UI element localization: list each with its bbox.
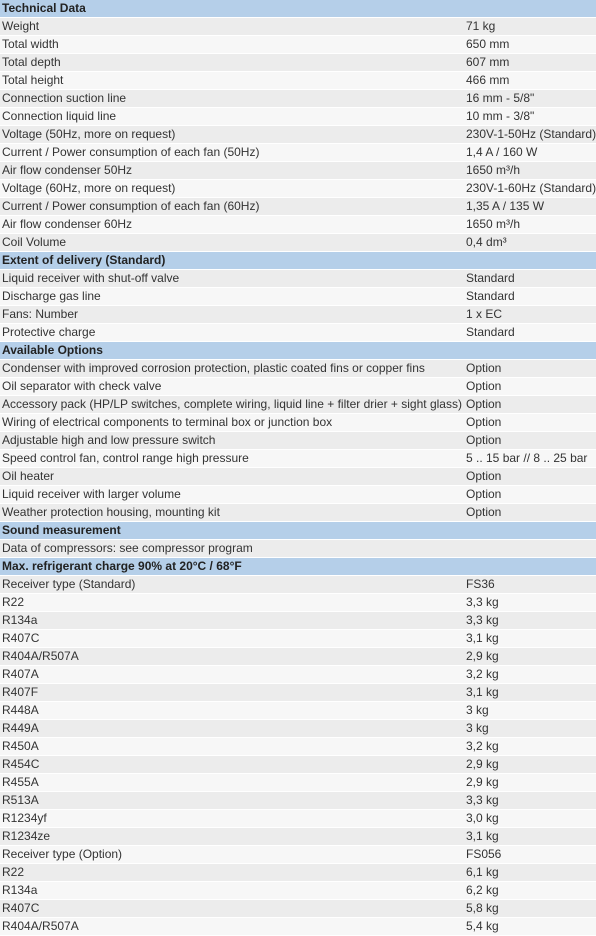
property-value: Option <box>464 378 596 396</box>
property-value: 5 .. 15 bar // 8 .. 25 bar <box>464 450 596 468</box>
property-value: 607 mm <box>464 54 596 72</box>
property-label: Total width <box>0 36 464 54</box>
property-label: R449A <box>0 720 464 738</box>
table-row <box>0 198 596 216</box>
table-row <box>0 36 596 54</box>
property-label: Fans: Number <box>0 306 464 324</box>
property-value: FS36 <box>464 576 596 594</box>
property-label: R134a <box>0 612 464 630</box>
property-value: 1 x EC <box>464 306 596 324</box>
property-label: Liquid receiver with larger volume <box>0 486 464 504</box>
property-label: R22 <box>0 594 464 612</box>
property-value: 5,4 kg <box>464 918 596 936</box>
table-row <box>0 900 596 918</box>
section-title: Extent of delivery (Standard) <box>0 252 596 270</box>
property-label: Protective charge <box>0 324 464 342</box>
table-row <box>0 828 596 846</box>
table-row <box>0 576 596 594</box>
table-row <box>0 810 596 828</box>
property-value: Option <box>464 504 596 522</box>
property-label: R455A <box>0 774 464 792</box>
table-row <box>0 54 596 72</box>
property-label: R513A <box>0 792 464 810</box>
property-value: 3,1 kg <box>464 630 596 648</box>
property-value: 1,35 A / 135 W <box>464 198 596 216</box>
table-row <box>0 450 596 468</box>
property-label: Accessory pack (HP/LP switches, complete wiring, liquid line + filter drier + sight glass) <box>0 396 464 414</box>
property-label: Connection liquid line <box>0 108 464 126</box>
property-label: Wiring of electrical components to terminal box or junction box <box>0 414 464 432</box>
property-value: Standard <box>464 288 596 306</box>
property-label: Condenser with improved corrosion protection, plastic coated fins or copper fins <box>0 360 464 378</box>
property-value: 0,4 dm³ <box>464 234 596 252</box>
table-row <box>0 846 596 864</box>
property-label: R450A <box>0 738 464 756</box>
property-value: Option <box>464 360 596 378</box>
property-label: Total depth <box>0 54 464 72</box>
property-value: Option <box>464 414 596 432</box>
table-row <box>0 504 596 522</box>
property-value: 3,1 kg <box>464 828 596 846</box>
property-value: 6,2 kg <box>464 882 596 900</box>
property-value: Standard <box>464 270 596 288</box>
section-header <box>0 0 596 18</box>
table-row <box>0 234 596 252</box>
property-value: 3,3 kg <box>464 612 596 630</box>
property-value <box>464 540 596 558</box>
property-value: Option <box>464 468 596 486</box>
property-value: 6,1 kg <box>464 864 596 882</box>
property-value: 1650 m³/h <box>464 162 596 180</box>
section-title: Sound measurement <box>0 522 596 540</box>
property-label: R448A <box>0 702 464 720</box>
property-value: 16 mm - 5/8" <box>464 90 596 108</box>
property-value: 2,9 kg <box>464 756 596 774</box>
property-label: R404A/R507A <box>0 918 464 936</box>
table-row <box>0 702 596 720</box>
property-label: Current / Power consumption of each fan (60Hz) <box>0 198 464 216</box>
property-label: R407C <box>0 900 464 918</box>
table-row <box>0 684 596 702</box>
property-label: Voltage (50Hz, more on request) <box>0 126 464 144</box>
property-label: Liquid receiver with shut-off valve <box>0 270 464 288</box>
table-row <box>0 288 596 306</box>
property-label: Voltage (60Hz, more on request) <box>0 180 464 198</box>
section-header <box>0 558 596 576</box>
property-label: Oil heater <box>0 468 464 486</box>
property-label: Receiver type (Standard) <box>0 576 464 594</box>
property-label: R1234yf <box>0 810 464 828</box>
property-value: FS056 <box>464 846 596 864</box>
property-value: 2,9 kg <box>464 774 596 792</box>
property-value: 3,2 kg <box>464 738 596 756</box>
section-title: Available Options <box>0 342 596 360</box>
property-label: R1234ze <box>0 828 464 846</box>
property-value: 3 kg <box>464 720 596 738</box>
section-header <box>0 342 596 360</box>
table-row <box>0 864 596 882</box>
property-label: Oil separator with check valve <box>0 378 464 396</box>
property-label: Data of compressors: see compressor program <box>0 540 464 558</box>
property-label: Speed control fan, control range high pressure <box>0 450 464 468</box>
table-row <box>0 666 596 684</box>
table-row <box>0 378 596 396</box>
table-row <box>0 486 596 504</box>
table-row <box>0 792 596 810</box>
property-value: 3,3 kg <box>464 792 596 810</box>
property-value: 3,2 kg <box>464 666 596 684</box>
property-label: Weight <box>0 18 464 36</box>
table-row <box>0 144 596 162</box>
property-label: R134a <box>0 882 464 900</box>
property-value: 3,0 kg <box>464 810 596 828</box>
property-label: Adjustable high and low pressure switch <box>0 432 464 450</box>
property-label: Total height <box>0 72 464 90</box>
property-value: 230V-1-50Hz (Standard) <box>464 126 596 144</box>
table-row <box>0 90 596 108</box>
table-row <box>0 72 596 90</box>
table-row <box>0 468 596 486</box>
property-value: 3,3 kg <box>464 594 596 612</box>
property-value: 71 kg <box>464 18 596 36</box>
table-row <box>0 756 596 774</box>
table-row <box>0 648 596 666</box>
table-row <box>0 738 596 756</box>
table-row <box>0 918 596 936</box>
property-label: Weather protection housing, mounting kit <box>0 504 464 522</box>
table-row <box>0 630 596 648</box>
property-label: R407F <box>0 684 464 702</box>
property-label: Current / Power consumption of each fan (50Hz) <box>0 144 464 162</box>
table-row <box>0 126 596 144</box>
property-label: Receiver type (Option) <box>0 846 464 864</box>
property-value: 5,8 kg <box>464 900 596 918</box>
table-row <box>0 360 596 378</box>
table-row <box>0 396 596 414</box>
table-row <box>0 180 596 198</box>
property-label: R407C <box>0 630 464 648</box>
table-row <box>0 882 596 900</box>
section-title: Technical Data <box>0 0 596 18</box>
property-value: 3,1 kg <box>464 684 596 702</box>
property-value: Standard <box>464 324 596 342</box>
table-row <box>0 108 596 126</box>
property-label: R404A/R507A <box>0 648 464 666</box>
table-row <box>0 612 596 630</box>
property-value: Option <box>464 396 596 414</box>
property-value: Option <box>464 432 596 450</box>
property-label: Coil Volume <box>0 234 464 252</box>
property-value: 650 mm <box>464 36 596 54</box>
property-value: 10 mm - 3/8" <box>464 108 596 126</box>
property-value: 466 mm <box>464 72 596 90</box>
property-label: R407A <box>0 666 464 684</box>
table-row <box>0 306 596 324</box>
table-row <box>0 540 596 558</box>
property-value: 2,9 kg <box>464 648 596 666</box>
property-label: Air flow condenser 60Hz <box>0 216 464 234</box>
table-row <box>0 774 596 792</box>
table-row <box>0 216 596 234</box>
section-title: Max. refrigerant charge 90% at 20°C / 68°F <box>0 558 596 576</box>
property-label: Air flow condenser 50Hz <box>0 162 464 180</box>
table-row <box>0 594 596 612</box>
property-value: 3 kg <box>464 702 596 720</box>
property-label: R22 <box>0 864 464 882</box>
property-value: 1650 m³/h <box>464 216 596 234</box>
property-label: Discharge gas line <box>0 288 464 306</box>
table-row <box>0 432 596 450</box>
property-label: R454C <box>0 756 464 774</box>
section-header <box>0 522 596 540</box>
table-row <box>0 324 596 342</box>
table-row <box>0 270 596 288</box>
table-row <box>0 720 596 738</box>
table-row <box>0 18 596 36</box>
table-row <box>0 414 596 432</box>
property-value: 230V-1-60Hz (Standard) <box>464 180 596 198</box>
table-row <box>0 162 596 180</box>
property-value: 1,4 A / 160 W <box>464 144 596 162</box>
property-label: Connection suction line <box>0 90 464 108</box>
section-header <box>0 252 596 270</box>
property-value: Option <box>464 486 596 504</box>
